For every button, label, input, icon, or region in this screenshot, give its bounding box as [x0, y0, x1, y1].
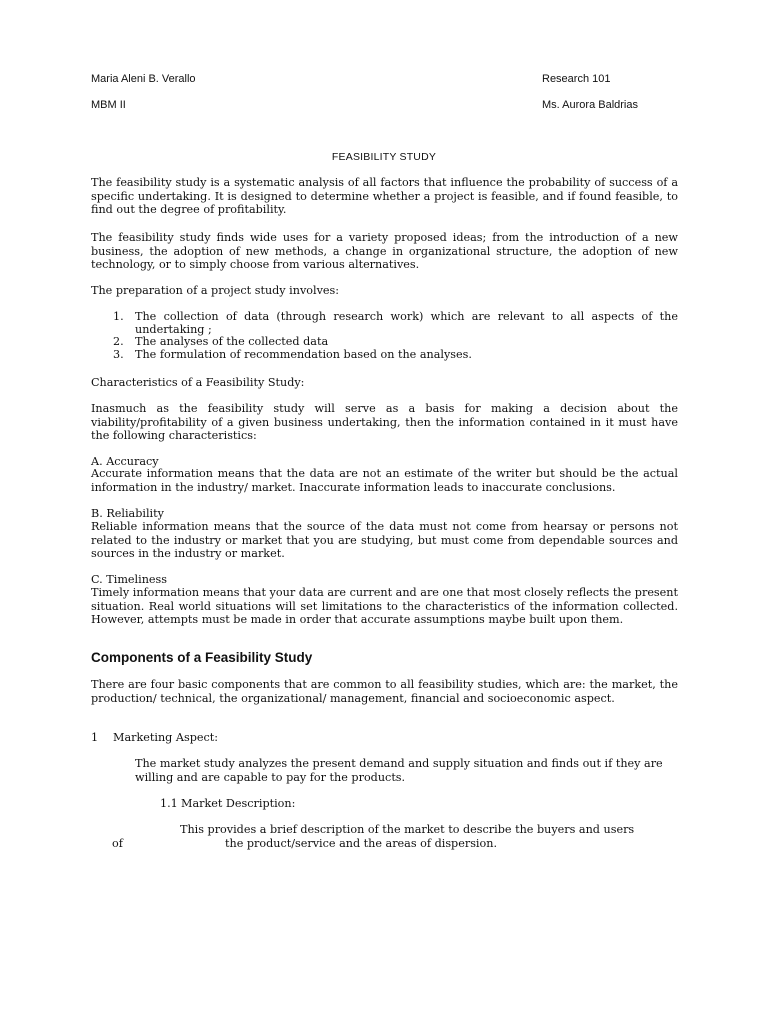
list-item-number: 1. — [113, 310, 124, 323]
components-heading: Components of a Feasibility Study — [91, 650, 313, 665]
components-intro: There are four basic components that are common to all feasibility studies, which are: the market, the production/ technical, the organizational/ management, financial and socioeconomic aspect. — [91, 678, 678, 705]
list-item-number: 3. — [113, 347, 124, 361]
intro-paragraph-2: The feasibility study finds wide uses for a variety proposed ideas; from the introduction of a new business, the adoption of new methods, a change in organizational structure, the adoption of new technology, or to simply choose from various alternatives. — [91, 231, 678, 271]
program-label: MBM II — [91, 99, 126, 111]
reliability-label: B. Reliability — [91, 507, 164, 520]
instructor-name: Ms. Aurora Baldrias — [542, 99, 638, 111]
market-description-of: of — [112, 837, 123, 850]
intro-paragraph-1: The feasibility study is a systematic analysis of all factors that influence the probability of success of a specific undertaking. It is designed to determine whether a project is feasible, and if found feasible, to find out the degree of profitability. — [91, 176, 678, 216]
intro-paragraph-3: The preparation of a project study involves: — [91, 284, 340, 297]
market-description-line1: This provides a brief description of the market to describe the buyers and users — [180, 823, 635, 836]
reliability-text: Reliable information means that the source of the data must not come from hearsay or persons not related to the industry or market that you are studying, but must come from dependable sources and sources in the industry or market. — [91, 520, 678, 560]
timeliness-text: Timely information means that your data are current and are one that most closely reflects the present situation. Real world situations will set limitations to the characteristics of the information collected. However, attempts must be made in order that accurate assumptions maybe built upon them. — [91, 586, 678, 626]
accuracy-label: A. Accuracy — [91, 455, 159, 468]
list-item-text: The formulation of recommendation based on the analyses. — [135, 347, 472, 361]
list-item — [113, 349, 678, 362]
involves-list — [113, 311, 678, 361]
characteristics-heading: Characteristics of a Feasibility Study: — [91, 376, 305, 389]
list-item-number: 2. — [113, 335, 124, 348]
characteristics-intro: Inasmuch as the feasibility study will serve as a basis for making a decision about the viability/profitability of a given business undertaking, then the information contained in it must have the following characteristics: — [91, 402, 678, 442]
list-item-text: The collection of data (through research work) which are relevant to all aspects of the undertaking ; — [135, 310, 678, 336]
course-code: Research 101 — [542, 73, 611, 85]
marketing-aspect-label: Marketing Aspect: — [113, 731, 219, 744]
list-item — [113, 336, 678, 349]
market-description-label: Market Description: — [181, 797, 296, 810]
document-title: FEASIBILITY STUDY — [331, 151, 437, 163]
list-item-text: The analyses of the collected data — [135, 335, 329, 348]
author-name: Maria Aleni B. Verallo — [91, 73, 196, 85]
accuracy-text: Accurate information means that the data are not an estimate of the writer but should be the actual information in the industry/ market. Inaccurate information leads to inaccurate conclusions. — [91, 467, 678, 494]
subsection-number: 1.1 — [160, 797, 178, 810]
marketing-aspect-text: The market study analyzes the present demand and supply situation and finds out if they are willing and are capable to pay for the products. — [135, 757, 663, 784]
list-item — [113, 311, 678, 336]
section-number: 1 — [91, 731, 99, 744]
market-description-line2: the product/service and the areas of dispersion. — [225, 837, 498, 850]
timeliness-label: C. Timeliness — [91, 573, 168, 586]
